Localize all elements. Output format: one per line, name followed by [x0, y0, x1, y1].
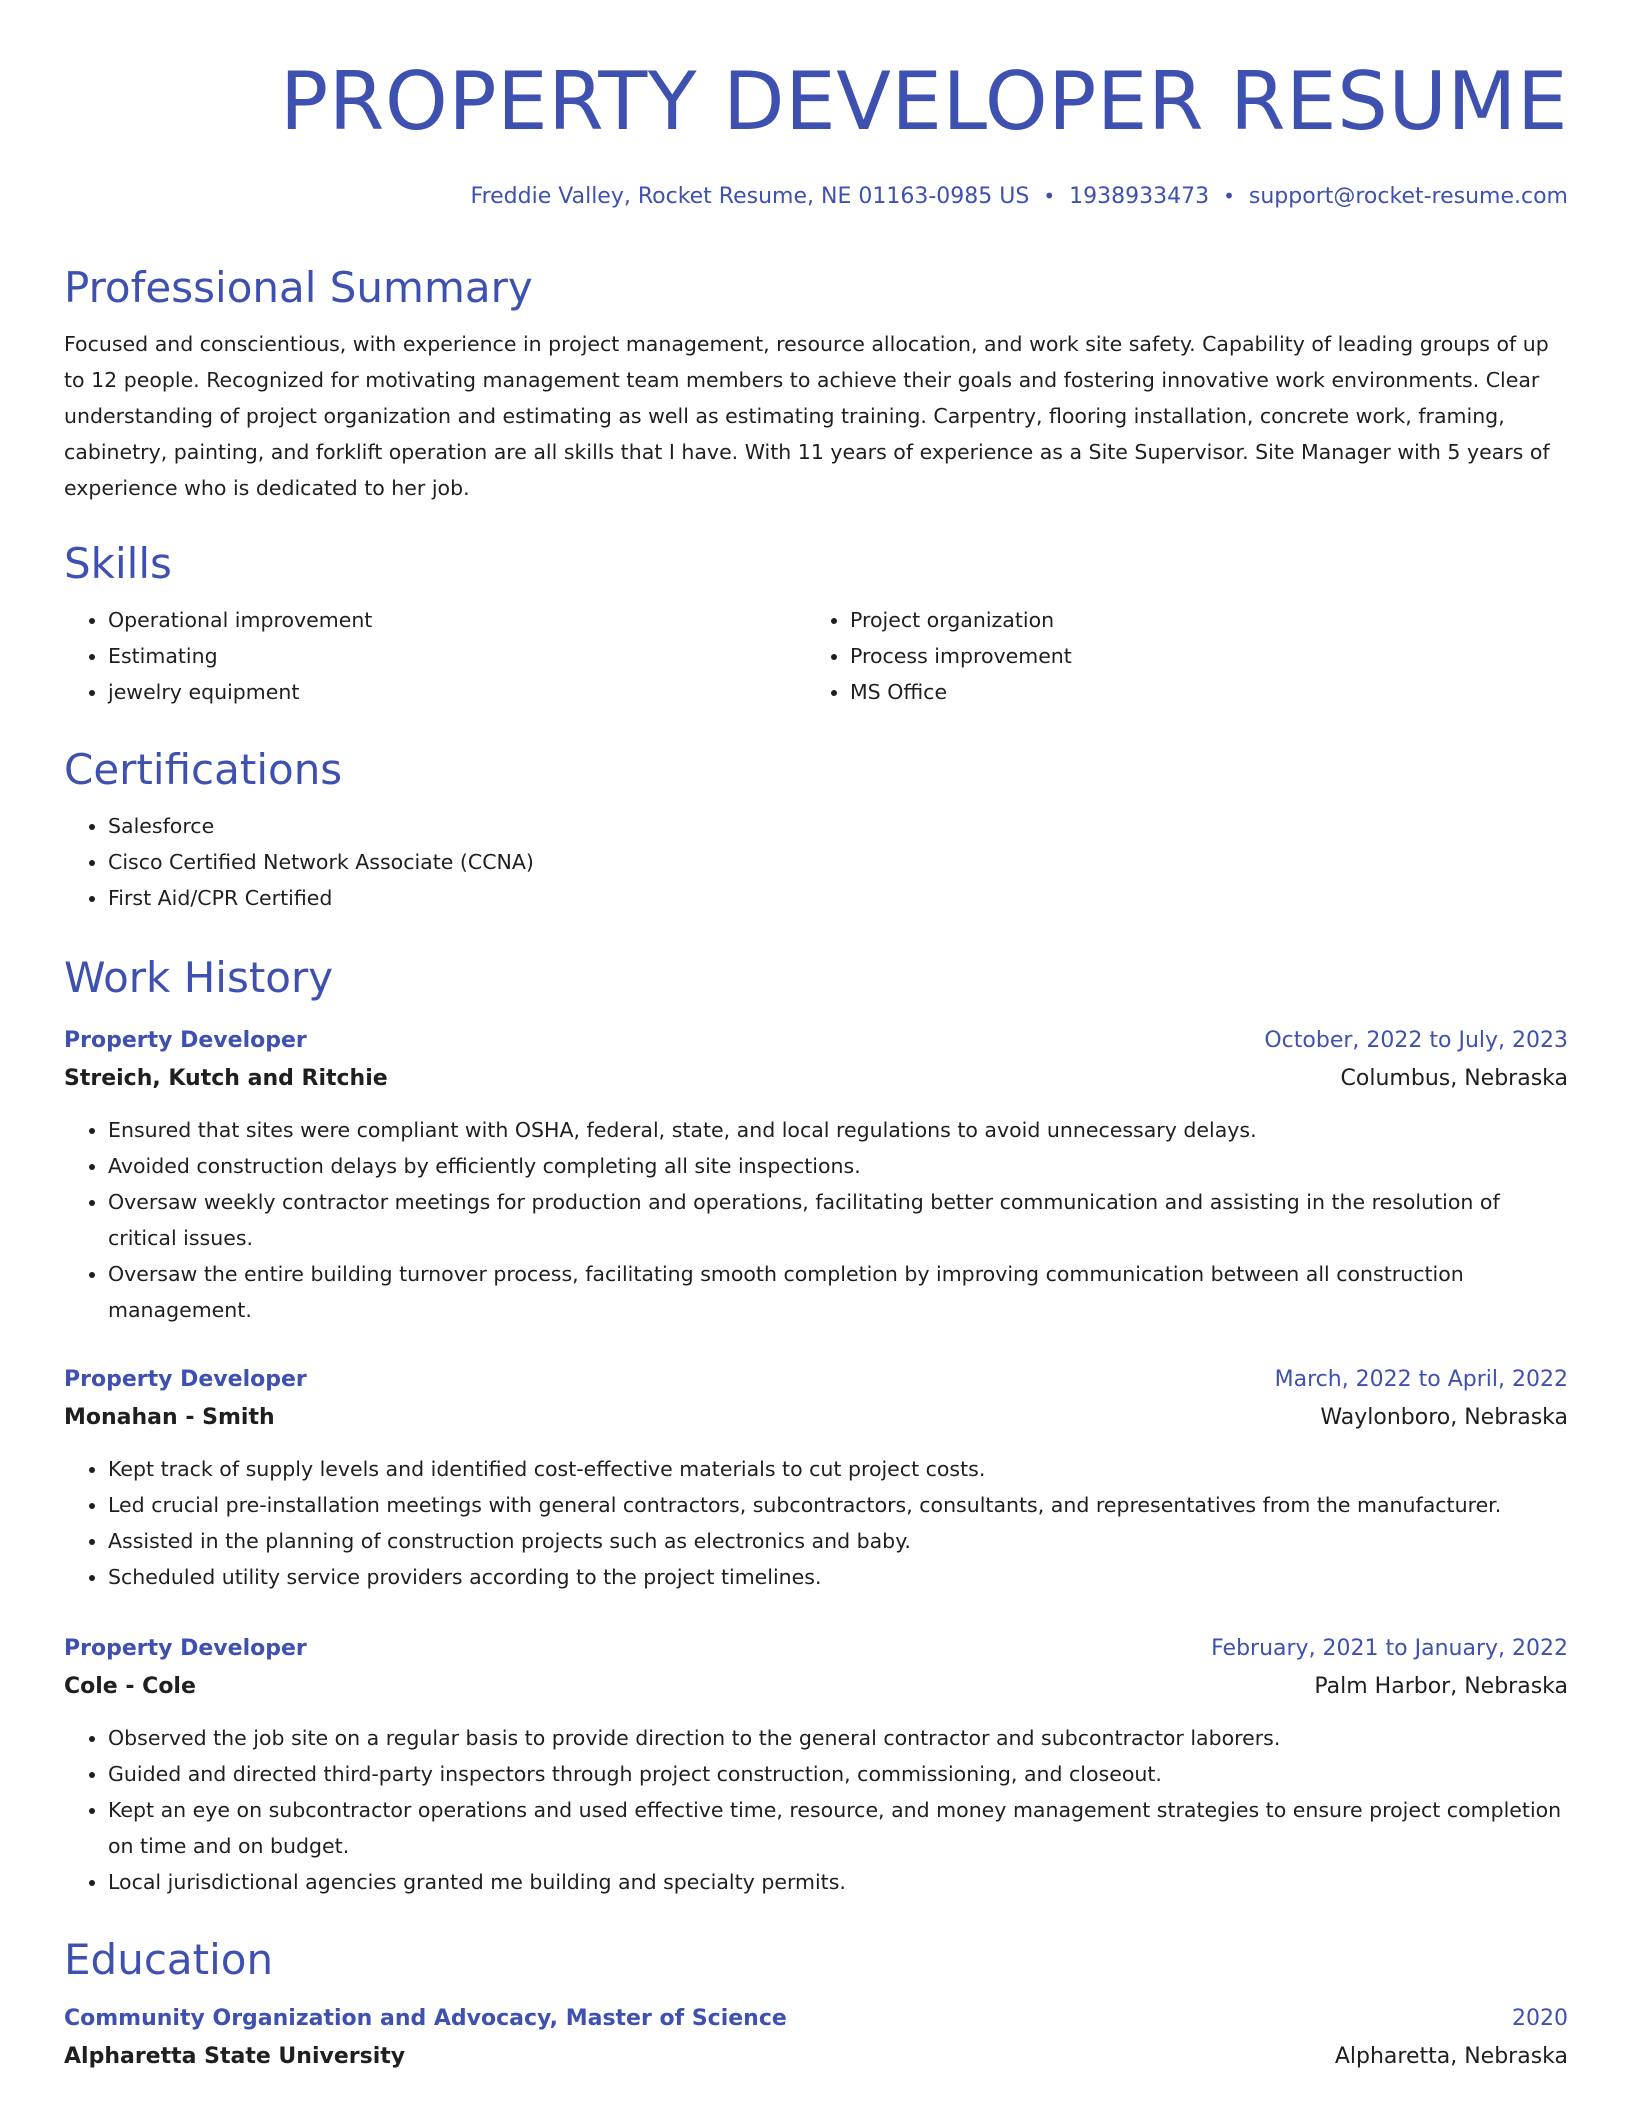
- job-dates: October, 2022 to July, 2023: [1264, 1028, 1568, 1053]
- certifications-section: [64, 742, 1568, 916]
- skill-item: • Operational improvement: [108, 602, 806, 638]
- job-entry: [64, 1022, 1568, 1328]
- skill-item: • Process improvement: [850, 638, 1548, 674]
- summary-text: Focused and conscientious, with experience in project management, resource allocation, and work site safety. Capability of leading groups of up to 12 people. Recognized for motivating management team members to achieve their goals and fostering innovative work environments. Clear understanding of project organization and estimating as well as estimating training. Carpentry, flooring installation, concrete work, framing, cabinetry, painting, and forklift operation are all skills that I have. With 11 years of experience as a Site Supervisor. Site Manager with 5 years of experience who is dedicated to her job.: [64, 332, 1550, 500]
- summary-heading: Professional Summary: [64, 263, 533, 312]
- education-section: [64, 1932, 1568, 2076]
- work-history-section: [64, 950, 1568, 1006]
- job-entry: [64, 1361, 1568, 1595]
- summary-section: [64, 260, 1568, 506]
- work-history-heading: Work History: [64, 953, 334, 1002]
- education-school-row: [64, 2038, 1568, 2076]
- contact-email[interactable]: support@rocket-resume.com: [1248, 184, 1568, 209]
- skills-grid: [64, 602, 1568, 710]
- contact-separator: •: [1043, 184, 1056, 208]
- certifications-list: [64, 808, 1568, 916]
- skills-section: [64, 536, 1568, 710]
- skills-heading: Skills: [64, 539, 172, 588]
- job-duty: • Ensured that sites were compliant with OSHA, federal, state, and local regulations to avoid unnecessary delays.: [108, 1112, 1568, 1148]
- job-company-row: [64, 1060, 1568, 1098]
- certification-item: • First Aid/CPR Certified: [108, 880, 1568, 916]
- job-dates: February, 2021 to January, 2022: [1211, 1636, 1568, 1661]
- skills-column-left: [64, 602, 806, 710]
- contact-separator: •: [1223, 184, 1235, 208]
- resume-page: [64, 0, 1568, 2069]
- skills-list-right: [806, 602, 1548, 710]
- job-duties-list: [64, 1720, 1568, 1900]
- skill-item: • jewelry equipment: [108, 674, 806, 710]
- job-company-row: [64, 1399, 1568, 1437]
- job-duty: • Observed the job site on a regular basis to provide direction to the general contractor and subcontractor laborers.: [108, 1720, 1568, 1756]
- skill-item: • MS Office: [850, 674, 1548, 710]
- contact-phone: 1938933473: [1069, 184, 1210, 209]
- job-duty: • Local jurisdictional agencies granted me building and specialty permits.: [108, 1864, 1568, 1900]
- job-duty: • Oversaw weekly contractor meetings for production and operations, facilitating better communication and assisting in the resolution of critical issues.: [108, 1184, 1568, 1256]
- education-degree-row: [64, 2000, 1568, 2038]
- job-title: Property Developer: [64, 1636, 307, 1661]
- job-duties-list: [64, 1112, 1568, 1328]
- job-duty: • Scheduled utility service providers according to the project timelines.: [108, 1559, 1568, 1595]
- resume-header: [64, 0, 1568, 209]
- certifications-heading: Certifications: [64, 745, 343, 794]
- job-duty: • Kept an eye on subcontractor operations and used effective time, resource, and money management strategies to ensure project completion on time and on budget.: [108, 1792, 1568, 1864]
- job-role-row: [64, 1361, 1568, 1399]
- job-role-row: [64, 1022, 1568, 1060]
- contact-line: [64, 184, 1568, 209]
- job-duty: • Kept track of supply levels and identified cost-effective materials to cut project costs.: [108, 1451, 1568, 1487]
- job-duty: • Oversaw the entire building turnover process, facilitating smooth completion by improving communication between all construction management.: [108, 1256, 1568, 1328]
- certification-item: • Cisco Certified Network Associate (CCNA): [108, 844, 1568, 880]
- job-employer: Streich, Kutch and Ritchie: [64, 1066, 388, 1091]
- job-duty: • Led crucial pre-installation meetings with general contractors, subcontractors, consultants, and representatives from the manufacturer.: [108, 1487, 1568, 1523]
- job-employer: Monahan - Smith: [64, 1405, 275, 1430]
- job-duty: • Guided and directed third-party inspectors through project construction, commissioning, and closeout.: [108, 1756, 1568, 1792]
- job-duty: • Assisted in the planning of construction projects such as electronics and baby.: [108, 1523, 1568, 1559]
- job-location: Waylonboro, Nebraska: [1320, 1405, 1568, 1430]
- education-heading: Education: [64, 1935, 274, 1984]
- certification-item: • Salesforce: [108, 808, 1568, 844]
- skills-column-right: [806, 602, 1548, 710]
- skill-item: • Project organization: [850, 602, 1548, 638]
- contact-address: Freddie Valley, Rocket Resume, NE 01163-0985 US: [470, 184, 1030, 209]
- job-location: Palm Harbor, Nebraska: [1314, 1674, 1568, 1699]
- education-school: Alpharetta State University: [64, 2044, 406, 2069]
- skills-list-left: [64, 602, 806, 710]
- skill-item: • Estimating: [108, 638, 806, 674]
- resume-title: PROPERTY DEVELOPER RESUME: [280, 55, 1568, 148]
- job-company-row: [64, 1668, 1568, 1706]
- job-role-row: [64, 1630, 1568, 1668]
- job-dates: March, 2022 to April, 2022: [1274, 1367, 1568, 1392]
- job-duties-list: [64, 1451, 1568, 1595]
- job-title: Property Developer: [64, 1028, 307, 1053]
- job-location: Columbus, Nebraska: [1340, 1066, 1568, 1091]
- education-year: 2020: [1512, 2006, 1568, 2031]
- job-title: Property Developer: [64, 1367, 307, 1392]
- job-duty: • Avoided construction delays by efficiently completing all site inspections.: [108, 1148, 1568, 1184]
- education-location: Alpharetta, Nebraska: [1334, 2044, 1568, 2069]
- job-employer: Cole - Cole: [64, 1674, 196, 1699]
- education-degree: Community Organization and Advocacy, Master of Science: [64, 2006, 787, 2031]
- job-entry: [64, 1630, 1568, 1900]
